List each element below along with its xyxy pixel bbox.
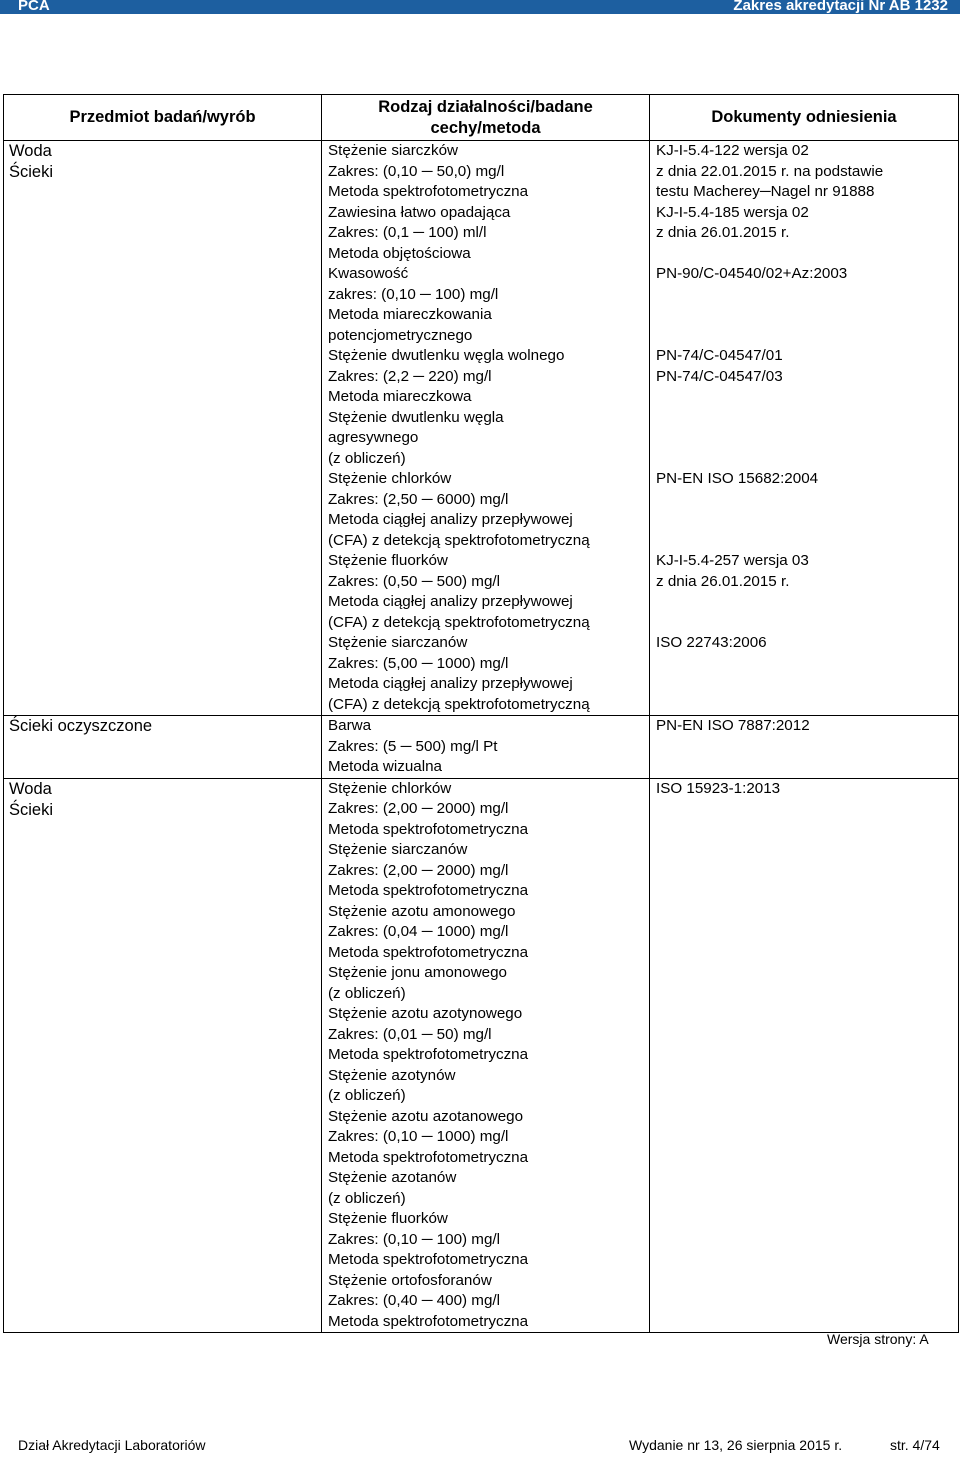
method-cell (322, 264, 650, 346)
method-text: Zakres: (0,1 ─ 100) ml/l (328, 224, 487, 241)
method-text: Metoda spektrofotometryczna (328, 882, 529, 899)
method-text: Zakres: (0,40 ─ 400) mg/l (328, 1292, 500, 1309)
subject-cell (4, 716, 322, 779)
method-text: Zakres: (2,00 ─ 2000) mg/l (328, 800, 509, 817)
table-row (4, 141, 959, 203)
method-text: Zakres: (0,10 ─ 50,0) mg/l (328, 162, 505, 180)
method-cell (322, 203, 650, 265)
method-text: Metoda objętościowa (328, 244, 471, 262)
method-text: Zakres: (0,10 ─ 100) mg/l (328, 1230, 500, 1248)
accreditation-table (3, 94, 959, 1333)
document-text: PN-90/C-04540/02+Az:2003 (656, 265, 848, 282)
method-text: Stężenie azotu azotynowego (328, 1005, 523, 1022)
document-cell (650, 346, 959, 469)
method-text: Metoda spektrofotometryczna (328, 183, 529, 200)
table-row (4, 716, 959, 779)
document-text: ISO 15923-1:2013 (656, 779, 781, 797)
header-title: Zakres akredytacji Nr AB 1232 (733, 0, 948, 14)
document-text: KJ-I-5.4-257 wersja 03 (656, 552, 809, 569)
method-text: (z obliczeń) (328, 984, 406, 1002)
method-text: Metoda spektrofotometryczna (328, 820, 529, 838)
method-text: Metoda spektrofotometryczna (328, 1046, 529, 1063)
method-cell (322, 469, 650, 551)
method-text: Metoda miareczkowania (328, 306, 492, 323)
method-text: Metoda ciągłej analizy przepływowej (328, 593, 573, 610)
method-cell (322, 716, 650, 779)
method-text: Metoda spektrofotometryczna (328, 1312, 529, 1330)
subject-cell (4, 141, 322, 716)
method-text: Stężenie dwutlenku węgla wolnego (328, 347, 565, 364)
method-text: Stężenie ortofosforanów (328, 1271, 492, 1289)
subject-text: Ścieki (9, 800, 54, 819)
method-cell (322, 141, 650, 203)
method-text: Stężenie chlorków (328, 470, 452, 487)
method-text: Stężenie chlorków (328, 779, 452, 797)
method-text: Stężenie jonu amonowego (328, 964, 508, 981)
method-text: Stężenie azotu amonowego (328, 902, 516, 920)
method-text: Zakres: (2,2 ─ 220) mg/l (328, 367, 492, 385)
document-cell (650, 778, 959, 1333)
method-text: (z obliczeń) (328, 1087, 406, 1104)
method-text: (CFA) z detekcją spektrofotometryczną (328, 613, 590, 631)
subject-text: Ścieki oczyszczone (9, 717, 153, 735)
document-cell (650, 469, 959, 551)
document-text: z dnia 26.01.2015 r. (656, 224, 790, 241)
document-cell (650, 203, 959, 265)
page-version: Wersja strony: A (827, 1331, 929, 1347)
document-cell (650, 141, 959, 203)
table-header-row (4, 95, 959, 141)
method-text: (z obliczeń) (328, 1189, 406, 1207)
subject-text: Ścieki (9, 163, 54, 181)
method-text: Zakres: (5 ─ 500) mg/l Pt (328, 737, 498, 755)
method-text: Stężenie fluorków (328, 1210, 448, 1227)
document-text: testu Macherey─Nagel nr 91888 (656, 183, 875, 200)
method-text: Metoda ciągłej analizy przepływowej (328, 675, 573, 692)
header-subject: Przedmiot badań/wyrób (4, 95, 322, 141)
method-cell (322, 346, 650, 469)
method-text: Stężenie dwutlenku węgla (328, 408, 504, 426)
method-text: (CFA) z detekcją spektrofotometryczną (328, 531, 590, 549)
method-text: Stężenie azotynów (328, 1066, 456, 1084)
method-cell (322, 551, 650, 633)
footer-department: Dział Akredytacji Laboratoriów (18, 1437, 206, 1453)
method-text: Stężenie siarczków (328, 142, 458, 159)
subject-text: Woda (9, 779, 52, 798)
document-cell (650, 716, 959, 779)
method-text: Zakres: (0,01 ─ 50) mg/l (328, 1025, 492, 1043)
method-text: Zakres: (2,00 ─ 2000) mg/l (328, 861, 509, 879)
document-text: PN-EN ISO 7887:2012 (656, 717, 810, 734)
method-text: Zakres: (0,10 ─ 1000) mg/l (328, 1128, 509, 1145)
header-documents: Dokumenty odniesienia (650, 95, 959, 141)
footer-edition: Wydanie nr 13, 26 sierpnia 2015 r. (629, 1437, 843, 1453)
table-row (4, 778, 959, 1333)
method-text: Kwasowość (328, 265, 409, 282)
header-bar (0, 0, 960, 14)
method-text: agresywnego (328, 429, 419, 446)
method-text: Stężenie azotanów (328, 1169, 457, 1186)
method-text: Zakres: (2,50 ─ 6000) mg/l (328, 490, 509, 508)
document-cell (650, 551, 959, 633)
subject-text: Woda (9, 142, 52, 160)
header-method: Rodzaj działalności/badane cechy/metoda (322, 95, 650, 141)
document-cell (650, 633, 959, 716)
footer-page-number: str. 4/74 (890, 1437, 940, 1453)
document-cell (650, 264, 959, 346)
document-text: z dnia 26.01.2015 r. (656, 572, 790, 590)
method-text: Metoda spektrofotometryczna (328, 943, 529, 961)
document-text: KJ-I-5.4-185 wersja 02 (656, 203, 809, 221)
method-text: Stężenie siarczanów (328, 841, 468, 858)
header-org: PCA (18, 0, 50, 14)
method-text: Metoda spektrofotometryczna (328, 1251, 529, 1268)
method-text: Zawiesina łatwo opadająca (328, 203, 511, 221)
method-text: Barwa (328, 717, 372, 734)
subject-cell (4, 778, 322, 1333)
method-text: zakres: (0,10 ─ 100) mg/l (328, 285, 499, 303)
method-cell (322, 633, 650, 716)
document-text: PN-74/C-04547/01 (656, 347, 783, 364)
method-text: Metoda spektrofotometryczna (328, 1148, 529, 1166)
document-text: PN-74/C-04547/03 (656, 367, 783, 385)
method-text: Metoda ciągłej analizy przepływowej (328, 511, 573, 528)
document-text: KJ-I-5.4-122 wersja 02 (656, 142, 809, 159)
method-text: Stężenie siarczanów (328, 634, 468, 651)
method-text: Metoda wizualna (328, 758, 442, 775)
document-text: z dnia 22.01.2015 r. na podstawie (656, 162, 884, 180)
document-text: ISO 22743:2006 (656, 634, 767, 651)
method-text: Stężenie azotu azotanowego (328, 1107, 524, 1125)
method-text: (z obliczeń) (328, 449, 406, 467)
document-text: PN-EN ISO 15682:2004 (656, 470, 819, 487)
method-cell (322, 778, 650, 1333)
method-text: Stężenie fluorków (328, 552, 448, 569)
method-text: Zakres: (5,00 ─ 1000) mg/l (328, 654, 509, 672)
method-text: Zakres: (0,50 ─ 500) mg/l (328, 572, 500, 590)
method-text: (CFA) z detekcją spektrofotometryczną (328, 695, 590, 713)
method-text: potencjometrycznego (328, 326, 473, 344)
method-text: Metoda miareczkowa (328, 388, 472, 405)
method-text: Zakres: (0,04 ─ 1000) mg/l (328, 923, 509, 940)
